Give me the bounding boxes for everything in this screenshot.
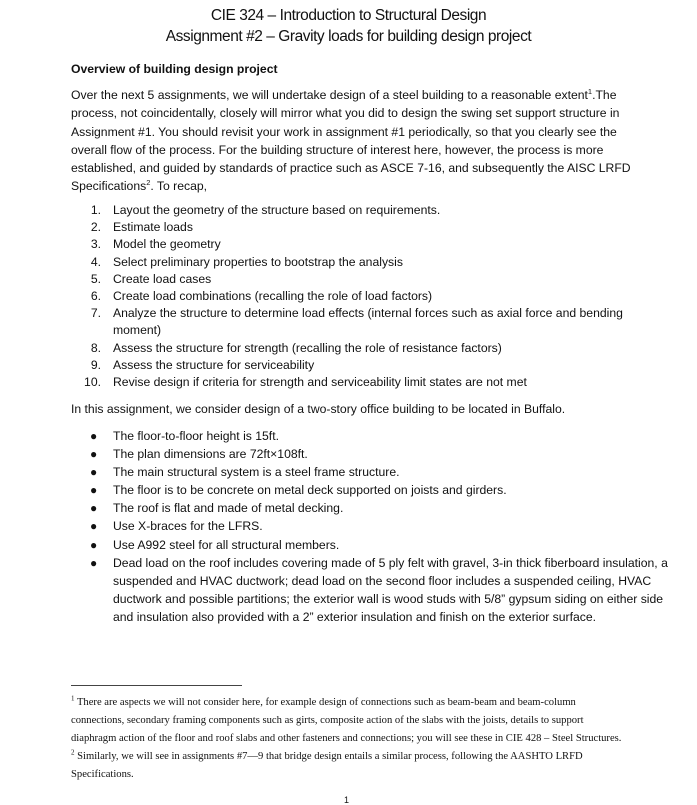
footnote-text: There are aspects we will not consider here, for example design of connections such as beam-beam and beam-column connections, secondary framing components such as girts, composite action of the slabs with the joists, details to support diaphragm action of the floor and roof slabs and other fasteners and connections; you will see these in CIE 428 – Steel Structures. <box>71 697 622 745</box>
step-text: Create load cases <box>113 271 212 286</box>
step-number: 10. <box>84 375 101 390</box>
bullet-icon: ● <box>90 465 98 480</box>
footnotes <box>71 694 631 784</box>
step-number: 7. <box>90 306 101 321</box>
list-item <box>90 427 669 445</box>
list-item <box>90 499 669 517</box>
list-item <box>90 305 669 339</box>
step-number: 2. <box>90 220 101 235</box>
step-number: 9. <box>90 357 101 372</box>
bullet-text: The plan dimensions are 72ft×108ft. <box>113 447 308 462</box>
building-requirements-list <box>71 427 669 626</box>
step-number: 1. <box>90 203 101 217</box>
footnote-ref-2[interactable]: 2 <box>146 178 151 188</box>
step-text: Select preliminary properties to bootstrap the analysis <box>113 254 403 269</box>
list-item <box>84 374 669 391</box>
bullet-text: The floor is to be concrete on metal deck supported on joists and girders. <box>113 483 507 498</box>
step-text: Analyze the structure to determine load effects (internal forces such as axial force and bending moment) <box>113 306 623 338</box>
list-item <box>90 254 669 271</box>
overview-text-c: . To recap, <box>150 179 208 194</box>
step-number: 6. <box>90 289 101 304</box>
bullet-icon: ● <box>90 429 98 443</box>
list-item <box>90 219 669 236</box>
overview-text-b: .The process, not coincidentally, closely will mirror what you did to design the swing set support structure in Assignment #1. You should revisit your work in assignment #1 periodically, so that you clearly see the overall flow of the process. For the building structure of interest here, however, the process is more established, and guided by standards of practice such as ASCE 7-16, and subsequently the AISC LRFD Specifications <box>71 88 631 194</box>
list-item <box>90 288 669 305</box>
list-item <box>90 536 669 554</box>
footnote-text: Similarly, we will see in assignments #7—9 that bridge design entails a similar process, following the AASHTO LRFD Specifications. <box>71 751 583 781</box>
list-item <box>90 357 669 374</box>
bullet-text: The floor-to-floor height is 15ft. <box>113 429 279 443</box>
assignment-intro: In this assignment, we consider design of a two-story office building to be located in Buffalo. <box>71 402 566 416</box>
process-steps-list <box>71 202 669 391</box>
step-text: Layout the geometry of the structure based on requirements. <box>113 203 441 217</box>
list-item <box>90 481 669 499</box>
step-text: Assess the structure for strength (recalling the role of resistance factors) <box>113 340 502 355</box>
overview-text-a: Over the next 5 assignments, we will undertake design of a steel building to a reasonable extent <box>71 88 588 102</box>
list-item <box>90 445 669 463</box>
footnote-divider <box>71 685 242 686</box>
list-item <box>90 517 669 535</box>
list-item <box>90 463 669 481</box>
footnote-2 <box>71 748 631 784</box>
step-text: Revise design if criteria for strength and serviceability limit states are not met <box>113 375 527 390</box>
step-number: 5. <box>90 271 101 286</box>
bullet-icon: ● <box>90 483 98 498</box>
step-number: 8. <box>90 340 101 355</box>
bullet-text: Use A992 steel for all structural members. <box>113 537 340 552</box>
bullet-icon: ● <box>90 501 98 516</box>
list-item <box>90 271 669 288</box>
step-number: 3. <box>90 237 101 252</box>
bullet-text: The roof is flat and made of metal decking. <box>113 501 344 516</box>
step-text: Create load combinations (recalling the role of load factors) <box>113 289 433 304</box>
bullet-icon: ● <box>90 519 98 534</box>
footnote-mark: 2 <box>71 748 75 757</box>
assignment-title: Assignment #2 – Gravity loads for building design project <box>165 28 532 45</box>
footnote-ref-1[interactable]: 1 <box>587 86 593 96</box>
list-item <box>90 554 669 626</box>
page-number: 1 <box>344 795 350 805</box>
section-heading: Overview of building design project <box>71 62 278 76</box>
step-text: Model the geometry <box>113 237 221 252</box>
list-item <box>90 340 669 357</box>
bullet-text: The main structural system is a steel frame structure. <box>113 465 400 480</box>
course-title: CIE 324 – Introduction to Structural Design <box>210 7 487 24</box>
bullet-icon: ● <box>90 447 98 462</box>
step-text: Assess the structure for serviceability <box>113 357 315 372</box>
list-item <box>90 236 669 253</box>
step-text: Estimate loads <box>113 220 193 235</box>
list-item <box>90 202 669 219</box>
bullet-icon: ● <box>90 555 98 570</box>
bullet-text: Use X-braces for the LFRS. <box>113 519 263 534</box>
overview-paragraph <box>71 86 636 196</box>
footnote-1 <box>71 694 631 748</box>
bullet-text: Dead load on the roof includes covering made of 5 ply felt with gravel, 3-in thick fiberboard insulation, a suspended and HVAC ductwork; dead load on the second floor includes a suspended ceiling, HVAC ductwork and possible partitions; the exterior wall is wood studs with 5/8” gypsum siding on either side and insulation also provided with a 2” exterior insulation and finish on the exterior surface. <box>113 555 668 624</box>
bullet-icon: ● <box>90 537 98 552</box>
footnote-mark: 1 <box>71 694 75 703</box>
step-number: 4. <box>90 254 101 269</box>
